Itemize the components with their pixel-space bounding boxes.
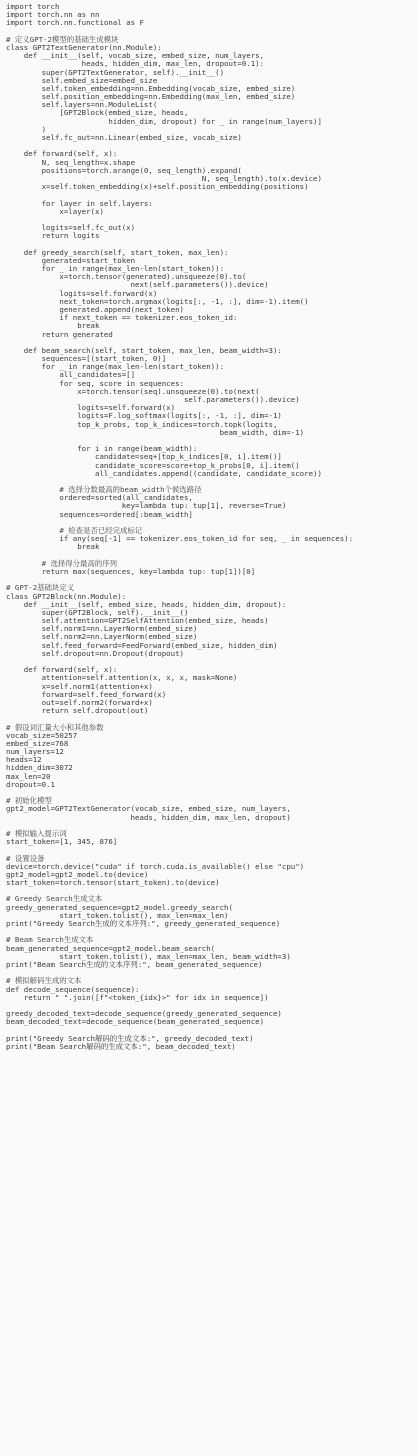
code-line: self.token_embedding=nn.Embedding(vocab_size, embed_size) [6,83,296,93]
code-line: next(self.parameters()).device) [6,280,269,290]
code-line: logits=F.log_softmax(logits[:, -1, :], dim=-1) [6,411,282,421]
code-line: N, seq_length=x.shape [6,157,136,167]
code-line: start_token=torch.tensor(start_token).to(device) [6,878,220,888]
code-line: for seq, score in sequences: [6,378,184,388]
code-line [6,822,417,830]
code-line: next_token=torch.argmax(logits[:, -1, :], dim=-1).item() [6,296,309,306]
code-line: def decode_sequence(sequence): [6,984,140,994]
code-comment-line: # 定义GPT-2模型的基础生成模块 [6,34,119,44]
code-line: return " ".join([f"<token_{idx}>" for idx in sequence]) [6,992,269,1002]
code-line: for _ in range(max_len-len(start_token)): [6,362,225,372]
code-line: x=torch.tensor(generated).unsqueeze(0).to( [6,272,247,282]
code-line: x=self.norm1(attention+x) [6,681,153,691]
code-line: def forward(self, x): [6,665,118,675]
code-line: break [6,321,100,331]
code-line: self.layers=nn.ModuleList( [6,100,158,110]
code-line: self.feed_forward=FeedForward(embed_size, hidden_dim) [6,640,278,650]
code-line: beam_decoded_text=decode_sequence(beam_generated_sequence) [6,1017,265,1027]
code-line: return max(sequences, key=lambda tup: tup[1])[0] [6,566,256,576]
code-line: def __init__(self, vocab_size, embed_size, num_layers, [6,51,265,61]
code-line: return generated [6,329,113,339]
code-line: all_candidates=[] [6,370,136,380]
code-line: print("Greedy Search解码的生成文本:", greedy_decoded_text) [6,1033,254,1043]
code-line: top_k_probs, top_k_indices=torch.topk(logits, [6,419,278,429]
code-line: sequences=[(start_token, 0)] [6,354,167,364]
code-line: beam_width, dim=-1) [6,427,305,437]
code-comment-line: # Greedy Search生成文本 [6,894,103,904]
code-line: gpt2_model=gpt2_model.to(device) [6,869,149,879]
code-line: hidden_dim, dropout) for _ in range(num_layers)] [6,116,322,126]
code-line: import torch.nn as nn [6,10,100,20]
code-line: beam_generated_sequence=gpt2_model.beam_search( [6,943,216,953]
code-line: logits=self.forward(x) [6,403,176,413]
code-line: out=self.norm2(forward+x) [6,697,153,707]
code-line: print("Greedy Search生成的文本序列:", greedy_generated_sequence) [6,919,281,928]
code-line: gpt2_model=GPT2TextGenerator(vocab_size, embed_size, num_layers, [6,804,291,814]
code-line: for _ in range(max_len-len(start_token)): [6,264,225,273]
code-line: print("Beam Search解码的生成文本:", beam_decoded_text) [6,1041,236,1051]
code-line: x=self.token_embedding(x)+self.position_embedding(positions) [6,182,309,192]
code-line: self.norm1=nn.LayerNorm(embed_size) [6,624,198,634]
code-line: vocab_size=50257 [6,730,78,740]
code-line: ) [6,124,47,134]
code-comment-line: # 选择得分最高的序列 [6,558,118,568]
code-line: super(GPT2Block, self).__init__() [6,607,189,617]
code-line: generated.append(next_token) [6,304,184,314]
code-line: logits=self.forward(x) [6,288,158,298]
code-comment-line: # 初始化模型 [6,796,52,806]
code-line: positions=torch.arange(0, seq_length).expand( [6,165,242,175]
code-line: candidate_score=score+top_k_probs[0, i].item() [6,460,300,470]
code-line: if next_token == tokenizer.eos_token_id: [6,313,238,323]
code-line: self.attention=GPT2SelfAttention(embed_size, heads) [6,616,269,626]
code-line: import torch [6,2,60,11]
code-line: self.dropout=nn.Dropout(dropout) [6,648,184,658]
code-comment-line: # 选择分数最高的beam_width个候选路径 [6,485,202,495]
code-line: ordered=sorted(all_candidates, [6,493,193,503]
code-comment-line: # 检查是否已经完成标记 [6,526,143,535]
code-line [6,846,417,854]
code-line: break [6,542,100,552]
code-line: max_len=20 [6,771,51,781]
code-line: self.parameters()).device) [6,395,300,404]
code-line: def beam_search(self, start_token, max_len, beam_width=3): [6,345,282,355]
code-line: import torch.nn.functional as F [6,18,144,28]
code-line: generated=start_token [6,255,136,265]
code-line: candidate=seq+[top_k_indices[0, i].item()] [6,452,282,462]
code-line: sequences=ordered[:beam_width] [6,509,193,519]
code-line: key=lambda tup: tup[1], reverse=True) [6,501,287,511]
code-line: x=layer(x) [6,206,104,216]
code-comment-line: # Beam Search生成文本 [6,935,94,945]
code-line: N, seq_length).to(x.device) [6,173,322,183]
code-line: device=torch.device("cuda" if torch.cuda.is_available() else "cpu") [6,861,305,871]
code-line: embed_size=768 [6,738,69,748]
code-line: start_token.tolist(), max_len=max_len) [6,910,229,920]
code-line: dropout=0.1 [6,779,55,789]
code-line: logits=self.fc_out(x) [6,223,136,233]
code-comment-line: # 模拟解码生成的文本 [6,976,82,986]
code-line [6,789,417,797]
code-line: x=torch.tensor(seq).unsqueeze(0).to(next( [6,386,260,396]
code-line: greedy_decoded_text=decode_sequence(greedy_generated_sequence) [6,1009,282,1019]
code-line: def __init__(self, embed_size, heads, hidden_dim, dropout): [6,599,287,609]
code-comment-line: # 模拟输入提示词 [6,828,67,838]
code-line: return self.dropout(out) [6,706,149,716]
code-line: heads, hidden_dim, max_len, dropout=0.1): [6,59,265,69]
code-line: all_candidates.append((candidate, candidate_score)) [6,468,322,478]
code-line: for i in range(beam_width): [6,444,198,454]
code-line: num_layers=12 [6,747,64,757]
code-line: if any(seq[-1] == tokenizer.eos_token_id for seq, _ in sequences): [6,534,354,544]
code-line: start_token=[1, 345, 876] [6,837,118,847]
code-line: attention=self.attention(x, x, x, mask=None) [6,673,238,683]
code-line: self.norm2=nn.LayerNorm(embed_size) [6,632,198,642]
code-line: print("Beam Search生成的文本序列:", beam_generated_sequence) [6,959,263,969]
code-comment-line: # 设置设备 [6,853,45,863]
code-line: heads=12 [6,755,42,765]
code-line: self.embed_size=embed_size [6,75,158,85]
code-line: class GPT2Block(nn.Module): [6,591,127,601]
code-line: def forward(self, x): [6,149,118,159]
code-line: super(GPT2TextGenerator, self).__init__() [6,67,225,77]
code-line: [GPT2Block(embed_size, heads, [6,108,189,118]
code-line: return logits [6,231,100,241]
code-comment-line: # GPT-2基础块定义 [6,583,75,593]
code-comment-line: # 假设词汇量大小和其他参数 [6,722,104,732]
code-line: self.fc_out=nn.Linear(embed_size, vocab_size) [6,133,242,142]
code-line: forward=self.feed_forward(x) [6,689,167,699]
code-line: for layer in self.layers: [6,198,153,208]
code-line: hidden_dim=3072 [6,763,73,773]
code-line: start_token.tolist(), max_len=max_len, beam_width=3) [6,951,291,961]
code-line: def greedy_search(self, start_token, max_len): [6,247,229,257]
code-line: greedy_generated_sequence=gpt2_model.greedy_search( [6,902,233,912]
code-line: self.position_embedding=nn.Embedding(max_len, embed_size) [6,92,296,102]
code-line: heads, hidden_dim, max_len, dropout) [6,812,291,822]
code-line: class GPT2TextGenerator(nn.Module): [6,42,162,52]
